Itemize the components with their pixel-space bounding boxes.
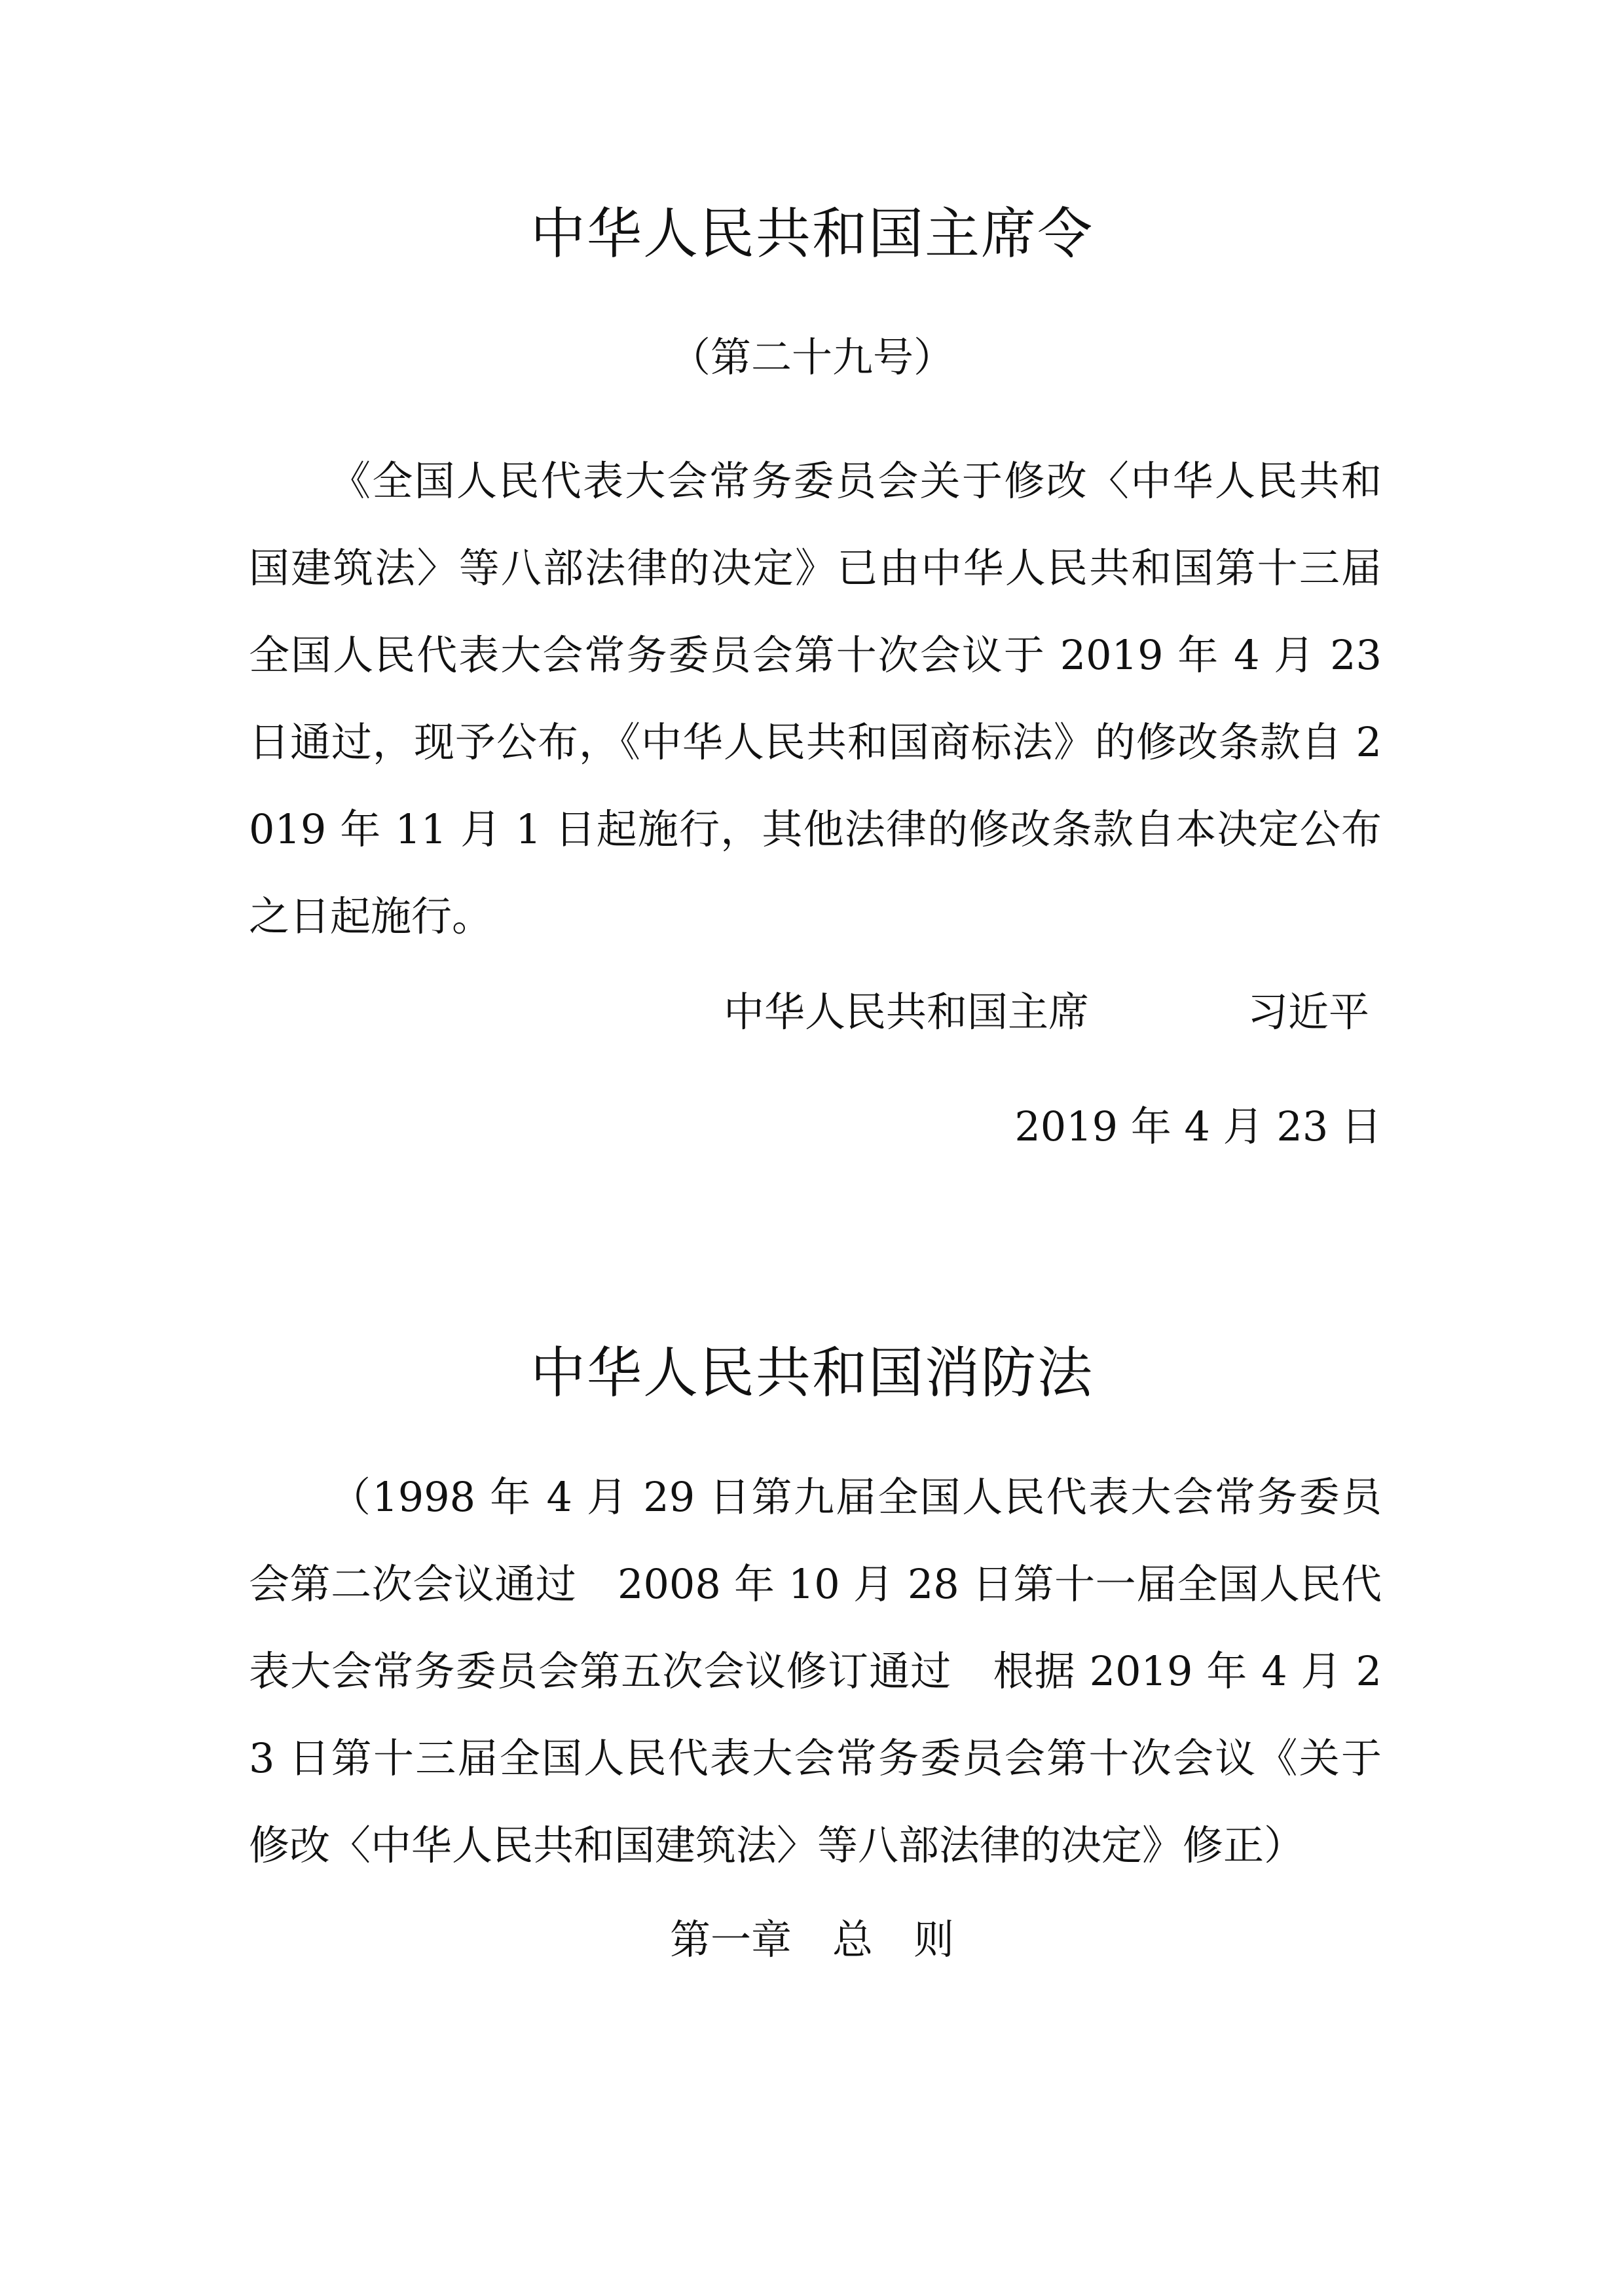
signature-title: 中华人民共和国主席 bbox=[724, 988, 1090, 1036]
law-history: （1998 年 4 月 29 日第九届全国人民代表大会常务委员会第二次会议通过 2008 年 10 月 28 日第十一届全国人民代表大会常务委员会第五次会议修订通过 根据 2019 年 4 月 23 日第十三届全国人民代表大会常务委员会第十次会议《关于修改〈中华人民共和国建筑法〉等八部法律的决定》修正） bbox=[249, 1473, 1382, 1869]
order-date: 2019 年 4 月 23 日 bbox=[1014, 1102, 1382, 1150]
law-title: 中华人民共和国消防法 bbox=[530, 1341, 1094, 1405]
chapter-heading: 第一章 总 则 bbox=[669, 1916, 954, 1963]
signature-name: 习近平 bbox=[1247, 988, 1370, 1036]
order-body: 《全国人民代表大会常务委员会关于修改〈中华人民共和国建筑法〉等八部法律的决定》已由中华人民共和国第十三届全国人民代表大会常务委员会第十次会议于 2019 年 4 月 23 日通过，现予公布，《中华人民共和国商标法》的修改条款自 2019 年 11 月 1 日起施行，其他法律的修改条款自本决定公布之日起施行。 bbox=[249, 457, 1382, 940]
order-number: （第二十九号） bbox=[669, 333, 954, 381]
order-title: 中华人民共和国主席令 bbox=[530, 202, 1094, 266]
